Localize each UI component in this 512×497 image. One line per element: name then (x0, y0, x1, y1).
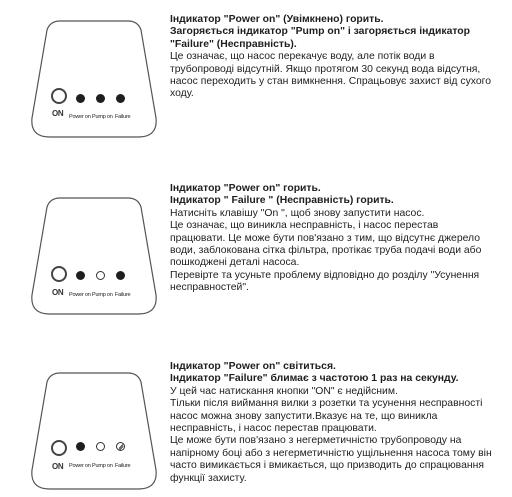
on-button[interactable] (51, 266, 67, 282)
control-panel-illustration (30, 370, 158, 492)
description-text (170, 361, 508, 485)
control-panel-illustration (30, 195, 158, 317)
body-line: працювати. Це може бути пов'язано з тим, що відсутнє джерело (170, 232, 481, 244)
failure-label: Failure (115, 292, 131, 298)
body-line: несправностей". (170, 282, 249, 294)
power-on-led (76, 271, 85, 280)
panel-outline (30, 370, 158, 492)
power-on-led (76, 442, 85, 451)
body-line: Це означає, що насос перекачує воду, але потік води в (170, 51, 435, 63)
heading-line: Індикатор "Power on" світиться. (170, 361, 336, 372)
panel-outline (30, 18, 158, 140)
body-line: пошкоджені деталі насоса. (170, 257, 300, 269)
body-line: напірному боці або з негерметичністю ущільнення насоса тому він (170, 447, 492, 459)
body-line: часто вимикається і вмикається, що призводить до спрацювання (170, 460, 484, 472)
heading-line: Індикатор " Failure " (Несправність) горить. (170, 195, 394, 207)
body-line: функції захисту. (170, 472, 247, 484)
body-line: Перевірте та усуньте проблему відповідно до розділу "Усунення (170, 269, 480, 281)
body-line: Це означає, що виникла несправність, і насос перестав (170, 220, 439, 232)
pump-on-led (96, 271, 105, 280)
failure-led (116, 271, 125, 280)
heading-line: Індикатор "Failure" блимає з частотою 1 раз на секунду. (170, 373, 459, 385)
heading-line: Індикатор "Power on" горить. (170, 183, 321, 194)
on-label: ON (52, 462, 64, 471)
heading-line: Індикатор "Power on" (Увімкнено) горить. (170, 14, 384, 25)
body-line: Натисніть клавішу "On ", щоб знову запустити насос. (170, 207, 425, 219)
pump-on-led (96, 94, 105, 103)
pump-on-label: Pump on (92, 463, 113, 469)
on-button[interactable] (51, 440, 67, 456)
on-button[interactable] (51, 88, 67, 104)
failure-led (116, 442, 125, 451)
body-line: Це може бути пов'язано з негерметичністю трубопроводу на (170, 435, 462, 447)
heading-line: "Failure" (Несправність). (170, 38, 297, 50)
failure-led (116, 94, 125, 103)
on-label: ON (52, 288, 64, 297)
body-line: води, заблокована сітка фільтра, протікає труба подачі води або (170, 245, 482, 257)
body-line: насос переходить у стан вимкнення. Спрацьовує захист від сухого (170, 76, 491, 88)
pump-on-led (96, 442, 105, 451)
power-on-label: Power on (69, 292, 91, 298)
pump-on-label: Pump on (92, 114, 113, 120)
description-text (170, 183, 508, 295)
body-line: трубопроводі відсутній. Якщо протягом 30 секунд вода відсутня, (170, 63, 481, 75)
power-on-label: Power on (69, 463, 91, 469)
panel-outline (30, 195, 158, 317)
power-on-label: Power on (69, 114, 91, 120)
body-line: ходу. (170, 88, 194, 100)
power-on-led (76, 94, 85, 103)
body-line: несправність, і насос перестав працювати. (170, 423, 377, 435)
on-label: ON (52, 109, 64, 118)
control-panel-illustration (30, 18, 158, 140)
heading-line: Загоряється індикатор "Pump on" і загоряється індикатор (170, 26, 470, 38)
failure-label: Failure (115, 463, 131, 469)
body-line: насос можна знову запустити.Вказує на те, що виникла (170, 410, 438, 422)
pump-on-label: Pump on (92, 292, 113, 298)
body-line: Тільки після виймання вилки з розетки та усунення несправності (170, 398, 483, 410)
description-text (170, 14, 508, 101)
failure-label: Failure (115, 114, 131, 120)
body-line: У цей час натискання кнопки "ON" є недійсним. (170, 385, 398, 397)
